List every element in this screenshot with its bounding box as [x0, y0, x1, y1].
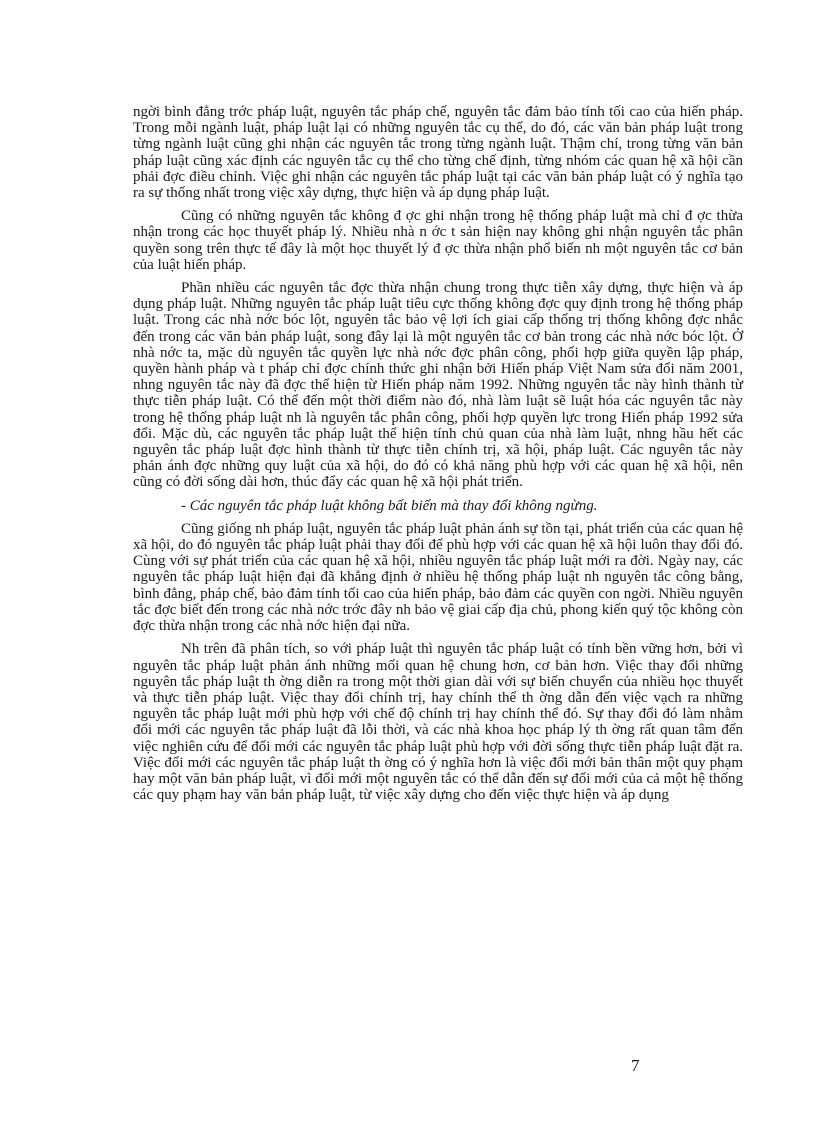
document-body	[133, 104, 743, 803]
paragraph-2: Cũng có những nguyên tắc không đ ợc ghi nhận trong hệ thống pháp luật mà chỉ đ ợc thừa nhận trong các học thuyết pháp lý. Nhiều nhà n ớc t sản hiện nay không ghi nhận nguyên tắc phân quyền song trên thực tế đây là một học thuyết lý đ ợc thừa nhận phổ biến nh một nguyên tắc cơ bản của luật hiến pháp.	[133, 208, 743, 273]
italic-heading: - Các nguyên tắc pháp luật không bất biến mà thay đổi không ngừng.	[181, 497, 598, 514]
page-number: 7	[631, 1056, 640, 1075]
paragraph-5: Nh trên đã phân tích, so với pháp luật thì nguyên tắc pháp luật có tính bền vững hơn, bởi vì nguyên tắc pháp luật phản ánh những mối quan hệ chung hơn, cơ bản hơn. Việc thay đổi những nguyên tắc pháp luật th ờng diễn ra trong một thời gian dài với sự biến chuyển của nhiều học thuyết và thực tiễn pháp luật. Việc thay đổi chính trị, hay chính thể th ờng dẫn đến việc vạch ra những nguyên tắc pháp luật mới phù hợp với chế độ chính trị hay chính thể đó. Sự thay đổi đó làm nhằm đổi mới các nguyên tắc pháp luật đã lỗi thời, và các nhà khoa học pháp lý th ờng rất quan tâm đến việc nghiên cứu để đổi mới các nguyên tắc pháp luật phù hợp với đời sống thực tiễn pháp luật đặt ra. Việc đổi mới các nguyên tắc pháp luật th ờng có ý nghĩa hơn là việc đổi mới bản thân một quy phạm hay một văn bản pháp luật, vì đổi mới một nguyên tắc có thể dẫn đến sự đổi mới của cả một hệ thống các quy phạm hay văn bản pháp luật, từ việc xây dựng cho đến việc thực hiện và áp dụng	[133, 641, 743, 804]
paragraph-3: Phần nhiều các nguyên tắc đợc thừa nhận chung trong thực tiễn xây dựng, thực hiện và áp dụng pháp luật. Những nguyên tắc pháp luật tiêu cực thống không đợc quy định trong hệ thống pháp luật. Trong các nhà nớc bóc lột, nguyên tắc bảo vệ lợi ích giai cấp thống trị thống không đợc nhắc đến trong các văn bản pháp luật, song đây lại là một nguyên tắc cơ bản trong các nhà nớc bóc lột. Ở nhà nớc ta, mặc dù nguyên tắc quyền lực nhà nớc đợc phân công, phối hợp giữa quyền lập pháp, quyền hành pháp và t pháp chỉ đợc chính thức ghi nhận bởi Hiến pháp Việt Nam sửa đổi năm 2001, nhng nguyên tắc này đã đợc thể hiện từ Hiến pháp năm 1992. Những nguyên tắc này hình thành từ thực tiễn pháp luật. Có thể đến một thời điểm nào đó, nhà làm luật sẽ luật hóa các nguyên tắc này trong hệ thống pháp luật nh là nguyên tắc phân công, phối hợp quyền lực trong Hiến pháp 1992 sửa đổi. Mặc dù, các nguyên tắc pháp luật thể hiện tính chủ quan của nhà làm luật, nhng hầu hết các nguyên tắc pháp luật đợc hình thành từ thực tiễn chính trị, xã hội, pháp luật. Các nguyên tắc này phản ánh đợc những quy luật của xã hội, do đó có khả năng phù hợp với các quan hệ xã hội, nên cũng có đời sống dài hơn, thúc đẩy các quan hệ xã hội phát triển.	[133, 280, 743, 491]
paragraph-1: ngời bình đẳng trớc pháp luật, nguyên tắc pháp chế, nguyên tắc đảm bảo tính tối cao của hiến pháp. Trong mỗi ngành luật, pháp luật lại có những nguyên tắc cụ thể, do đó, các văn bản pháp luật trong từng ngành luật cũng ghi nhận các nguyên tắc trong từng ngành luật. Thậm chí, trong từng văn bản pháp luật cũng xác định các nguyên tắc cụ thể cho từng chế định, từng nhóm các quan hệ xã hội cần phải đợc điều chỉnh. Việc ghi nhận các nguyên tắc pháp luật tại các văn bản pháp luật có ý nghĩa tạo ra sự thống nhất trong việc xây dựng, thực hiện và áp dụng pháp luật.	[133, 104, 743, 202]
paragraph-4: Cũng giống nh pháp luật, nguyên tắc pháp luật phản ánh sự tồn tại, phát triển của các quan hệ xã hội, do đó nguyên tắc pháp luật phải thay đổi để phù hợp với các quan hệ xã hội luôn thay đổi đó. Cùng với sự phát triển của các quan hệ xã hội, nhiều nguyên tắc pháp luật mới ra đời. Ngày nay, các nguyên tắc pháp luật hiện đại đã khẳng định ở nhiều hệ thống pháp luật nh nguyên tắc công bằng, bình đẳng, pháp chế, bảo đảm tính tối cao của hiến pháp, bảo đảm các quyền con ngời. Nhiều nguyên tắc đợc biết đến trong các nhà nớc trớc đây nh bảo vệ giai cấp địa chủ, phong kiến quý tộc không còn đợc thừa nhận trong các nhà nớc hiện đại nữa.	[133, 520, 743, 635]
